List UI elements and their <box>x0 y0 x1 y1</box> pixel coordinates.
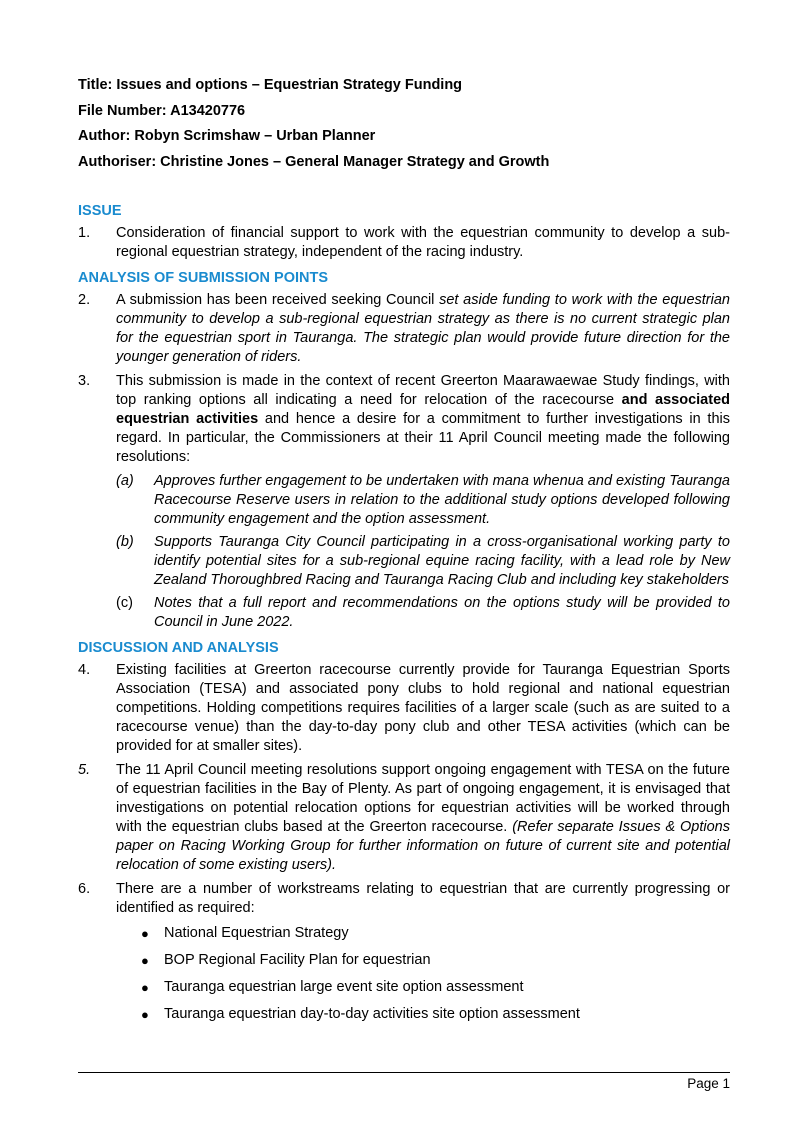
paragraph-6 <box>78 880 730 918</box>
list-item-text: Tauranga equestrian day-to-day activities site option assessment <box>164 1006 580 1022</box>
paragraph-text-bold: and associated equestrian activities <box>116 392 731 427</box>
section-heading-discussion: DISCUSSION AND ANALYSIS <box>78 640 279 656</box>
paragraph-text-italic: (Refer separate Issues & Options paper on Racing Working Group for further information on future of current site and potential relocation of some existing users). <box>116 819 730 873</box>
bullet-icon: ● <box>141 1007 149 1022</box>
author: Author: Robyn Scrimshaw – Urban Planner <box>78 128 376 144</box>
list-item <box>78 924 730 943</box>
resolution-item-c <box>78 594 730 632</box>
document-title: Title: Issues and options – Equestrian Strategy Funding <box>78 77 463 93</box>
paragraph-text: Consideration of financial support to work with the equestrian community to develop a sub-regional equestrian strategy, independent of the racing industry. <box>116 225 730 260</box>
list-item <box>78 1005 730 1024</box>
paragraph-number: 1. <box>78 225 91 241</box>
document-body <box>78 202 730 1032</box>
resolution-text: Approves further engagement to be undertaken with mana whenua and existing Tauranga Racecourse Reserve users in relation to the additional study options developed following community engagement and the option assessment. <box>154 473 730 527</box>
paragraph-number: 3. <box>78 373 91 389</box>
paragraph-number: 2. <box>78 292 91 308</box>
document-metadata <box>78 76 738 178</box>
paragraph-2 <box>78 291 730 367</box>
authoriser: Authoriser: Christine Jones – General Manager Strategy and Growth <box>78 153 550 170</box>
resolution-letter: (a) <box>116 473 134 489</box>
paragraph-text: and hence a desire for a commitment to further investigations in this regard. In particular, the Commissioners at their 11 April Council meeting made the following resolutions: <box>116 411 730 465</box>
resolution-text: Notes that a full report and recommendations on the options study will be provided to Council in June 2022. <box>154 595 730 630</box>
paragraph-4 <box>78 661 730 756</box>
bullet-icon: ● <box>141 953 149 968</box>
bullet-icon: ● <box>141 980 149 995</box>
list-item-text: National Equestrian Strategy <box>164 925 349 941</box>
paragraph-text: Existing facilities at Greerton racecourse currently provide for Tauranga Equestrian Sports Association (TESA) and associated pony clubs to hold regional and national equestrian competitions. Holding competitions requires facilities of a larger scale (such as are suited to a racecourse venue) than the day-to-day pony club and other TESA activities (which can be provided for at smaller sites). <box>116 662 730 754</box>
bullet-icon: ● <box>141 926 149 941</box>
paragraph-3 <box>78 372 730 467</box>
resolution-text: Supports Tauranga City Council participating in a cross-organisational working party to identify potential sites for a sub-regional equine racing facility, with a lead role by New Zealand Thoroughbred Racing and Tauranga Racing Club and including key stakeholders <box>154 534 730 588</box>
list-item <box>78 951 730 970</box>
resolution-letter: (b) <box>116 534 134 550</box>
paragraph-text: There are a number of workstreams relating to equestrian that are currently progressing or identified as required: <box>116 881 730 916</box>
paragraph-text-italic: set aside funding to work with the equestrian community to develop a sub-regional equestrian strategy as there is no current strategic plan for the equestrian sport in Tauranga. The strategic plan would provide future direction for the younger generation of riders. <box>116 292 730 365</box>
resolution-item-b <box>78 533 730 590</box>
file-number: File Number: A13420776 <box>78 102 246 119</box>
paragraph-5 <box>78 761 730 875</box>
section-heading-issue: ISSUE <box>78 203 122 219</box>
paragraph-number: 6. <box>78 881 91 897</box>
list-item-text: Tauranga equestrian large event site option assessment <box>164 979 524 995</box>
paragraph-text: A submission has been received seeking Council <box>116 292 440 308</box>
paragraph-text: The 11 April Council meeting resolutions support ongoing engagement with TESA on the future of equestrian facilities in the Bay of Plenty. As part of ongoing engagement, it is envisaged that investigations on potential relocation options for equestrian activities will be worked through with the equestrian clubs based at the Greerton racecourse. <box>116 762 730 835</box>
resolution-letter: (c) <box>116 595 133 611</box>
paragraph-number: 5. <box>78 762 91 778</box>
page-number: Page 1 <box>687 1076 730 1091</box>
paragraph-number: 4. <box>78 662 91 678</box>
list-item <box>78 978 730 997</box>
footer-divider <box>78 1072 730 1073</box>
section-heading-analysis: ANALYSIS OF SUBMISSION POINTS <box>78 270 329 286</box>
list-item-text: BOP Regional Facility Plan for equestrian <box>164 952 431 968</box>
resolution-item-a <box>78 472 730 529</box>
paragraph-1 <box>78 224 730 262</box>
paragraph-text: This submission is made in the context of recent Greerton Maarawaewae Study findings, with top ranking options all indicating a need for relocation of the racecourse <box>116 373 730 408</box>
